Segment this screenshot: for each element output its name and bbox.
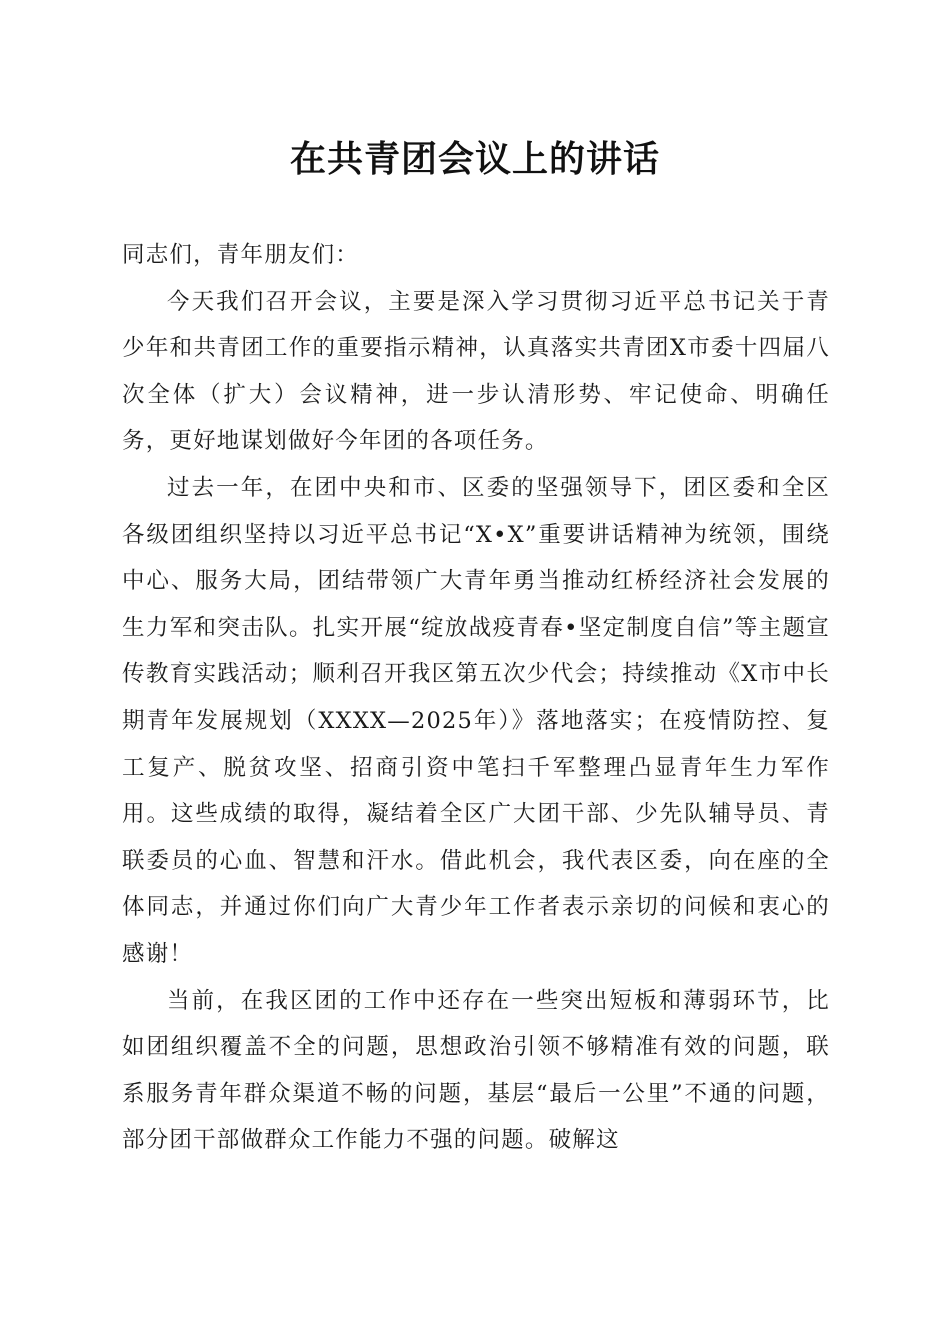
paragraph-2: 过去一年，在团中央和市、区委的坚强领导下，团区委和全区各级团组织坚持以习近平总书记“X•X”重要讲话精神为统领，围绕中心、服务大局，团结带领广大青年勇当推动红桥经济社会发展的生力军和突击队。扎实开展“绽放战疫青春•坚定制度自信”等主题宣传教育实践活动；顺利召开我区第五次少代会；持续推动《X市中长期青年发展规划（XXXX—2025年）》落地落实；在疫情防控、复工复产、脱贫攻坚、招商引资中笔扫千军整理凸显青年生力军作用。这些成绩的取得，凝结着全区广大团干部、少先队辅导员、青联委员的心血、智慧和汗水。借此机会，我代表区委，向在座的全体同志，并通过你们向广大青少年工作者表示亲切的问候和衷心的感谢！ [122, 474, 830, 967]
document-title: 在共青团会议上的讲话 [289, 138, 660, 180]
paragraph-3: 当前，在我区团的工作中还存在一些突出短板和薄弱环节，比如团组织覆盖不全的问题，思想政治引领不够精准有效的问题，联系服务青年群众渠道不畅的问题，基层“最后一公里”不通的问题，部分团干部做群众工作能力不强的问题。破解这 [122, 987, 830, 1154]
paragraph-1: 今天我们召开会议，主要是深入学习贯彻习近平总书记关于青少年和共青团工作的重要指示精神，认真落实共青团X市委十四届八次全体（扩大）会议精神，进一步认清形势、牢记使命、明确任务，更好地谋划做好今年团的各项任务。 [122, 288, 830, 455]
salutation: 同志们，青年朋友们： [122, 242, 360, 268]
document-body [122, 232, 830, 1164]
